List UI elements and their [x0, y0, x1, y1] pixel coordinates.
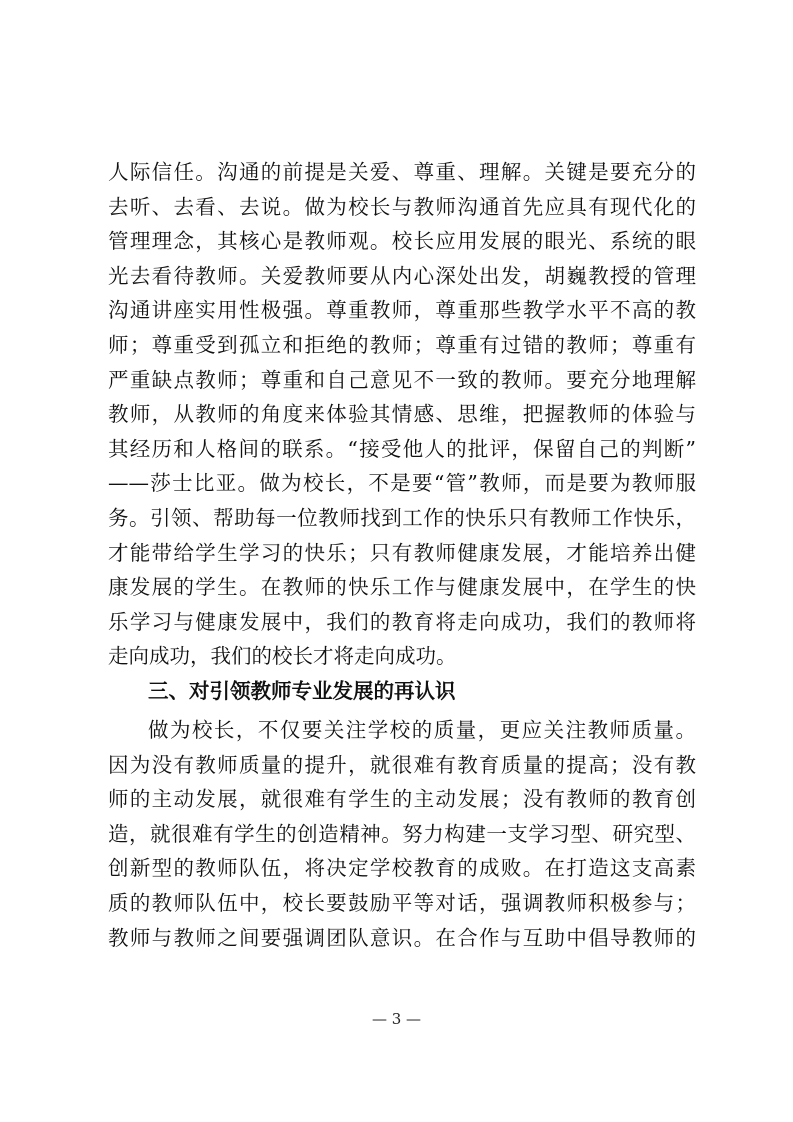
text-line: 质的教师队伍中，校长要鼓励平等对话，强调教师积极参与；	[108, 890, 696, 915]
text-line: ——莎士比亚。做为校长，不是要“管”教师，而是要为教师服	[108, 471, 696, 496]
text-line: 务。引领、帮助每一位教师找到工作的快乐只有教师工作快乐，	[108, 505, 696, 530]
text-line: 师；尊重受到孤立和拒绝的教师；尊重有过错的教师；尊重有	[108, 332, 696, 357]
section-heading: 三、对引领教师专业发展的再认识	[148, 678, 456, 703]
text-line: 康发展的学生。在教师的快乐工作与健康发展中，在学生的快	[108, 575, 696, 600]
text-line: 走向成功，我们的校长才将走向成功。	[108, 644, 457, 669]
text-line: 乐学习与健康发展中，我们的教育将走向成功，我们的教师将	[108, 609, 696, 634]
text-line: 其经历和人格间的联系。“接受他人的批评，保留自己的判断”	[108, 436, 696, 461]
text-line: 光去看待教师。关爱教师要从内心深处出发，胡巍教授的管理	[108, 263, 696, 288]
text-line: 创新型的教师队伍，将决定学校教育的成败。在打造这支高素	[108, 856, 696, 881]
text-line: 教师，从教师的角度来体验其情感、思维，把握教师的体验与	[108, 402, 696, 427]
text-line: 去听、去看、去说。做为校长与教师沟通首先应具有现代化的	[108, 194, 696, 219]
page-number: — 3 —	[371, 1010, 422, 1028]
text-line: 因为没有教师质量的提升，就很难有教育质量的提高；没有教	[108, 752, 696, 777]
paragraph-communication	[108, 155, 696, 709]
text-line: 沟通讲座实用性极强。尊重教师，尊重那些教学水平不高的教	[108, 298, 696, 323]
text-line: 严重缺点教师；尊重和自己意见不一致的教师。要充分地理解	[108, 367, 696, 392]
paragraph-teacher-development	[108, 713, 696, 955]
text-line: 管理理念，其核心是教师观。校长应用发展的眼光、系统的眼	[108, 229, 696, 254]
text-line: 师的主动发展，就很难有学生的主动发展；没有教师的教育创	[108, 787, 696, 812]
text-line: 做为校长，不仅要关注学校的质量，更应关注教师质量。	[148, 718, 696, 742]
text-line: 造，就很难有学生的创造精神。努力构建一支学习型、研究型、	[108, 821, 696, 846]
text-line: 才能带给学生学习的快乐；只有教师健康发展，才能培养出健	[108, 540, 696, 565]
text-line: 人际信任。沟通的前提是关爱、尊重、理解。关键是要充分的	[108, 160, 696, 184]
text-line: 教师与教师之间要强调团队意识。在合作与互助中倡导教师的	[108, 925, 696, 950]
